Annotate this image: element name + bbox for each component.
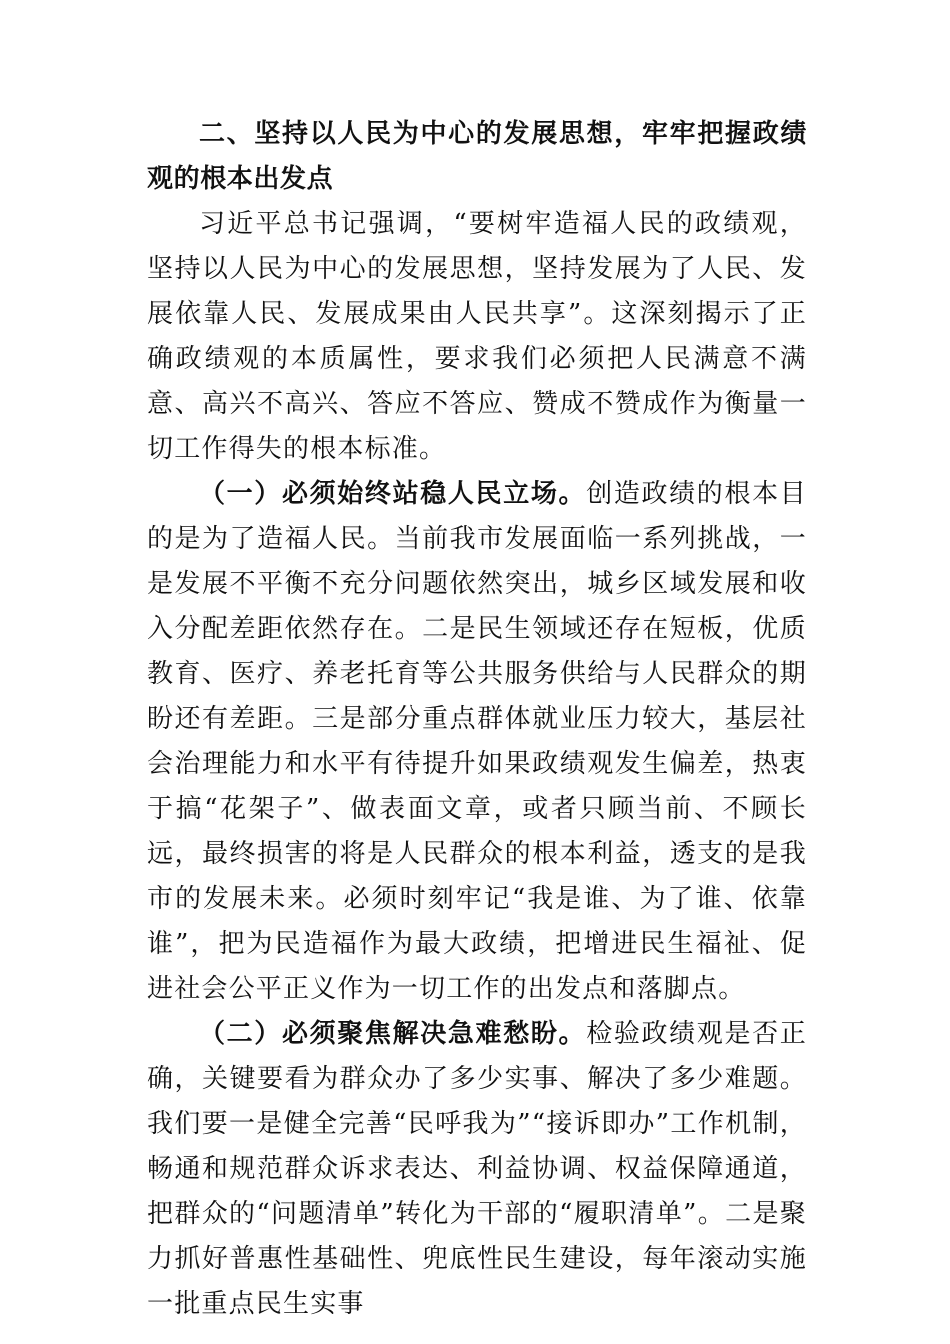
item-1-text: 创造政绩的根本目的是为了造福人民。当前我市发展面临一系列挑战，一是发展不平衡不充分问题依然突出，城乡区域发展和收入分配差距依然存在。二是民生领域还存在短板，优质教育、医疗、养老托育等公共服务供给与人民群众的期盼还有差距。三是部分重点群体就业压力较大，基层社会治理能力和水平有待提升如果政绩观发生偏差，热衷于搞“花架子”、做表面文章，或者只顾当前、不顾长远，最终损害的将是人民群众的根本利益，透支的是我市的发展未来。必须时刻牢记“我是谁、为了谁、依靠谁”，把为民造福作为最大政绩，把增进民生福祉、促进社会公平正义作为一切工作的出发点和落脚点。 (147, 479, 807, 1004)
paragraph-intro (147, 202, 807, 472)
section-heading: 二、坚持以人民为中心的发展思想，牢牢把握政绩观的根本出发点 (147, 119, 807, 194)
paragraph-intro-text: 习近平总书记强调，“要树牢造福人民的政绩观，坚持以人民为中心的发展思想，坚持发展为了人民、发展依靠人民、发展成果由人民共享”。这深刻揭示了正确政绩观的本质属性，要求我们必须把人民满意不满意、高兴不高兴、答应不答应、赞成不赞成作为衡量一切工作得失的根本标准。 (147, 209, 807, 464)
paragraph-item-1 (147, 472, 807, 1012)
item-1-lead: （一）必须始终站稳人民立场。 (199, 479, 587, 509)
paragraph-item-2 (147, 1012, 807, 1327)
document-page (147, 112, 807, 1327)
item-2-text: 检验政绩观是否正确，关键要看为群众办了多少实事、解决了多少难题。我们要一是健全完善“民呼我为”“接诉即办”工作机制，畅通和规范群众诉求表达、利益协调、权益保障通道，把群众的“问题清单”转化为干部的“履职清单”。二是聚力抓好普惠性基础性、兜底性民生建设，每年滚动实施一批重点民生实事 (147, 1019, 807, 1319)
item-2-lead: （二）必须聚焦解决急难愁盼。 (199, 1019, 587, 1049)
